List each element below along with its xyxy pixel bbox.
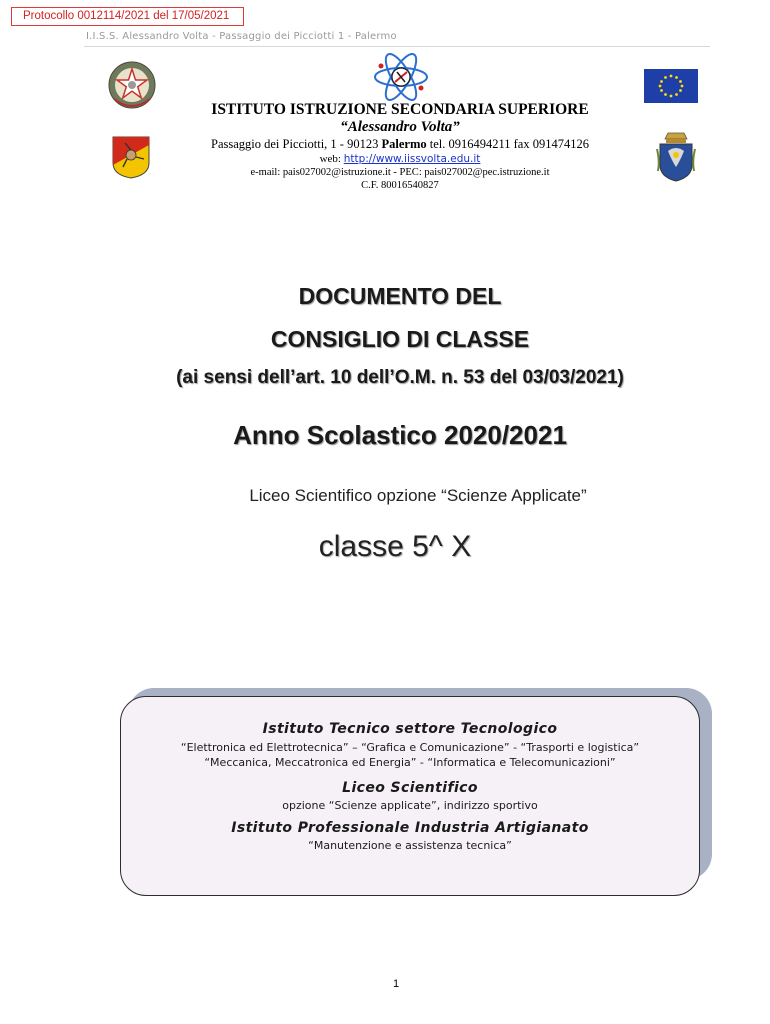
institute-web [0, 153, 770, 165]
web-prefix: web: [319, 153, 344, 165]
class-label: classe 5^ X [318, 530, 472, 563]
document-title-line2: CONSIGLIO DI CLASSE [270, 326, 530, 352]
atom-school-logo-icon [371, 52, 431, 102]
eu-flag-icon [644, 69, 698, 103]
document-legal-reference: (ai sensi dell’art. 10 dell’O.M. n. 53 del 03/03/2021) [176, 367, 624, 388]
page-number: 1 [392, 978, 400, 990]
info-text-technical-2: “Meccanica, Meccatronica ed Energia” - “Informatica e Telecomunicazioni” [204, 756, 616, 769]
website-link[interactable]: http://www.iissvolta.edu.it [343, 153, 481, 165]
address-city: Palermo [381, 137, 427, 151]
info-text-liceo: opzione “Scienze applicate”, indirizzo sportivo [282, 799, 538, 812]
school-year: Anno Scolastico 2020/2021 [233, 420, 567, 450]
info-heading-technical: Istituto Tecnico settore Tecnologico [262, 721, 558, 737]
document-title-line1: DOCUMENTO DEL [298, 283, 502, 309]
institute-subtitle: “Alessandro Volta” [340, 119, 460, 135]
institute-address [0, 137, 770, 152]
address-prefix: Passaggio dei Picciotti, 1 - 90123 [211, 137, 382, 151]
protocol-stamp: Protocollo 0012114/2021 del 17/05/2021 [11, 7, 244, 26]
institute-name: ISTITUTO ISTRUZIONE SECONDARIA SUPERIORE [211, 101, 589, 118]
running-header: I.I.S.S. Alessandro Volta - Passaggio dei Picciotti 1 - Palermo [86, 31, 397, 42]
course-option: Liceo Scientifico opzione “Scienze Applicate” [249, 486, 587, 505]
info-heading-liceo: Liceo Scientifico [342, 780, 478, 796]
institute-email: e-mail: pais027002@istruzione.it - PEC: pais027002@pec.istruzione.it [250, 167, 550, 178]
info-text-technical-1: “Elettronica ed Elettrotecnica” – “Grafica e Comunicazione” - “Trasporti e logistica” [180, 741, 640, 754]
institute-tax-code: C.F. 80016540827 [361, 180, 439, 191]
header-divider [84, 46, 710, 47]
address-suffix: tel. 0916494211 fax 091474126 [426, 137, 589, 151]
info-text-professional: “Manutenzione e assistenza tecnica” [308, 839, 512, 852]
info-heading-professional: Istituto Professionale Industria Artigianato [231, 820, 589, 836]
